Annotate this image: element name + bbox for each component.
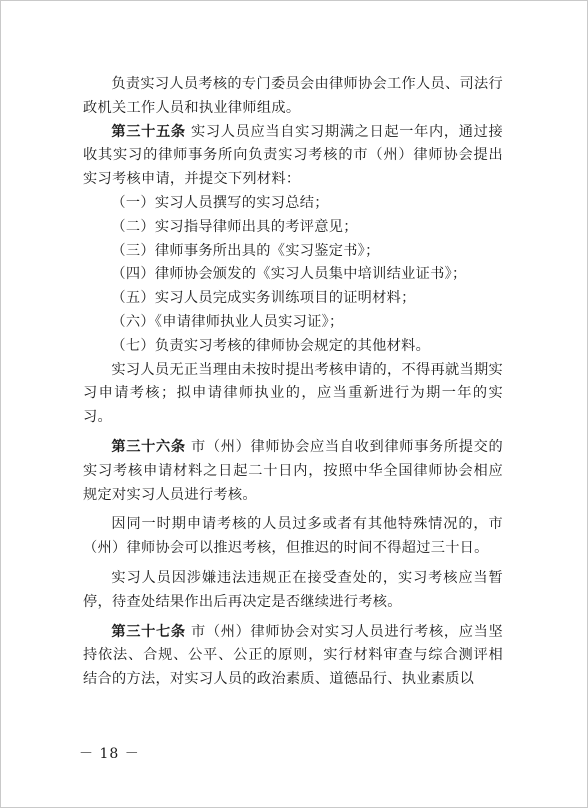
list-item: （五）实习人员完成实务训练项目的证明材料；	[111, 290, 416, 307]
article-37-text: 市（州）律师协会对实习人员进行考核，应当坚持依法、合规、公平、公正的原则，实行材料审查与综合测评相结合的方法，对实习人员的政治素质、道德品行、执业素质以	[83, 623, 503, 688]
document-body	[83, 73, 503, 692]
article-35-title: 第三十五条	[111, 123, 186, 140]
page-number: － 18 －	[79, 746, 140, 762]
list-item: （一）实习人员撰写的实习总结；	[111, 194, 329, 211]
list-item: （三）律师事务所出具的《实习鉴定书》；	[111, 242, 380, 259]
article-36-title: 第三十六条	[111, 438, 186, 455]
paragraph-late-application: 实习人员无正当理由未按时提出考核申请的，不得再就当期实习申请考核；拟申请律师执业的，应当重新进行为期一年的实习。	[83, 361, 503, 426]
article-37-title: 第三十七条	[111, 623, 186, 640]
list-item: （二）实习指导律师出具的考评意见；	[111, 218, 358, 235]
list-item: （七）负责实习考核的律师协会规定的其他材料。	[111, 337, 431, 354]
paragraph-committee: 负责实习人员考核的专门委员会由律师协会工作人员、司法行政机关工作人员和执业律师组成。	[83, 76, 503, 116]
article-36	[83, 436, 503, 507]
article-35	[83, 121, 503, 192]
paragraph-postpone: 因同一时期申请考核的人员过多或者有其他特殊情况的，市（州）律师协会可以推迟考核，但推迟的时间不得超过三十日。	[83, 516, 503, 557]
list-item: （六）《申请律师执业人员实习证》；	[111, 313, 344, 330]
article-36-text: 市（州）律师协会应当自收到律师事务所提交的实习考核申请材料之日起二十日内，按照中华全国律师协会相应规定对实习人员进行考核。	[83, 438, 503, 503]
list-item: （四）律师协会颁发的《实习人员集中培训结业证书》；	[111, 266, 467, 283]
article-37	[83, 621, 503, 692]
paragraph-suspend: 实习人员因涉嫌违法违规正在接受查处的，实习考核应当暂停，待查处结果作出后再决定是否继续进行考核。	[83, 569, 503, 610]
article-35-text: 实习人员应当自实习期满之日起一年内，通过接收其实习的律师事务所向负责实习考核的市（州）律师协会提出实习考核申请，并提交下列材料：	[83, 123, 503, 188]
